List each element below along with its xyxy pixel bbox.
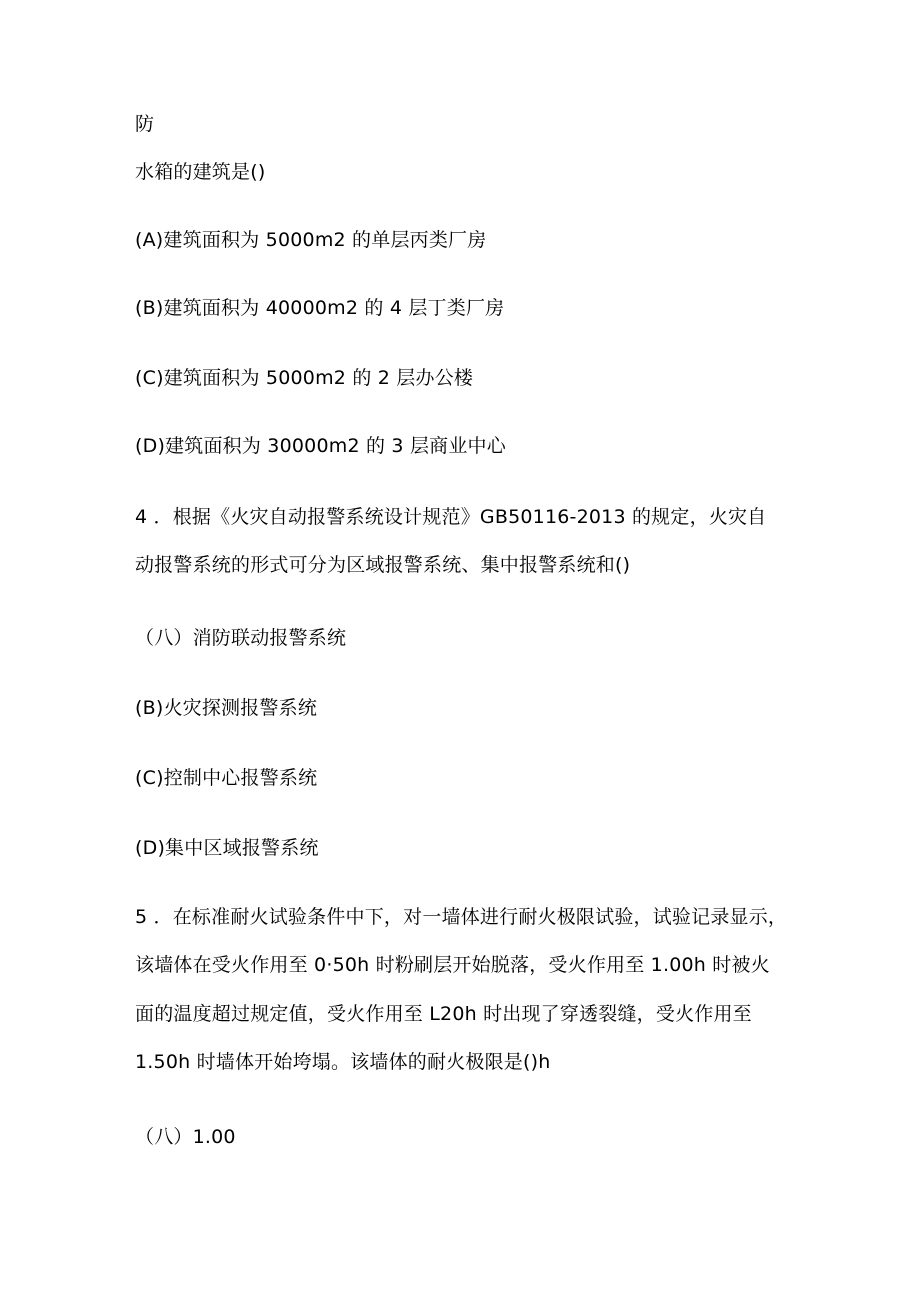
q4-option-d: (D)集中区域报警系统	[135, 837, 319, 859]
option-d: (D)建筑面积为 30000m2 的 3 层商业中心	[135, 435, 506, 457]
question-4-stem-continued: 动报警系统的形式可分为区域报警系统、集中报警系统和()	[135, 554, 631, 576]
q4-option-c: (C)控制中心报警系统	[135, 767, 318, 789]
q4-option-a: （八）消防联动报警系统	[135, 627, 347, 649]
question-4-stem: 4 ．根据《火灾自动报警系统设计规范》GB50116-2013 的规定，火灾自	[135, 506, 767, 528]
option-a: (A)建筑面积为 5000m2 的单层丙类厂房	[135, 229, 487, 251]
question-5-stem: 5 ．在标准耐火试验条件中下，对一墙体进行耐火极限试验，试验记录显示，	[135, 906, 788, 928]
text-line: 防	[135, 113, 155, 135]
option-c: (C)建筑面积为 5000m2 的 2 层办公楼	[135, 367, 474, 389]
question-5-stem-line-2: 该墙体在受火作用至 0·50h 时粉刷层开始脱落，受火作用至 1.00h 时被火	[135, 954, 770, 976]
question-stem-continued: 水箱的建筑是()	[135, 161, 266, 183]
q5-option-a: （八）1.00	[135, 1126, 236, 1148]
question-5-stem-line-4: 1.50h 时墙体开始垮塌。该墙体的耐火极限是()h	[135, 1051, 551, 1073]
option-b: (B)建筑面积为 40000m2 的 4 层丁类厂房	[135, 297, 505, 319]
question-5-stem-line-3: 面的温度超过规定值，受火作用至 L20h 时出现了穿透裂缝，受火作用至	[135, 1003, 752, 1025]
q4-option-b: (B)火灾探测报警系统	[135, 697, 318, 719]
